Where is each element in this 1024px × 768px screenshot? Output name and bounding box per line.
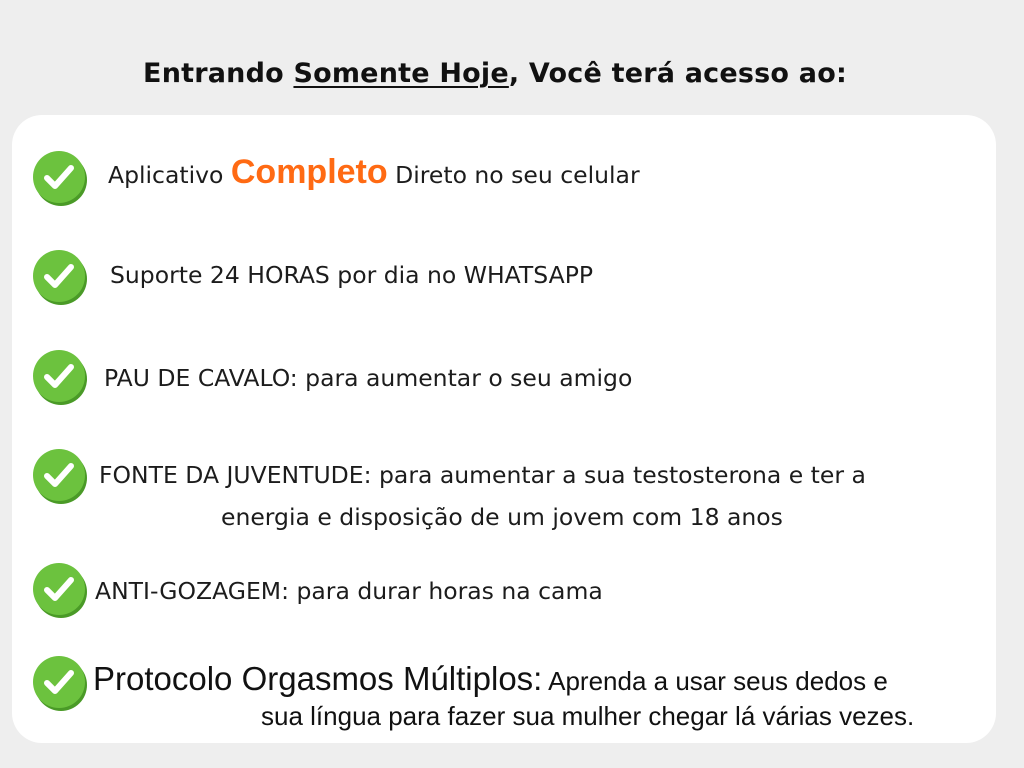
- check-icon: [33, 350, 85, 402]
- check-icon: [33, 656, 85, 708]
- headline-suffix: , Você terá acesso ao:: [508, 58, 847, 89]
- check-icon: [33, 449, 85, 501]
- benefit-app-highlight: Completo: [230, 153, 388, 191]
- benefit-fonte-line2: energia e disposição de um jovem com 18 anos: [221, 503, 783, 531]
- check-icon: [33, 250, 85, 302]
- benefit-app-suffix: Direto no seu celular: [387, 161, 640, 189]
- headline: [0, 58, 990, 89]
- benefit-protocolo-line2: sua língua para fazer sua mulher chegar lá várias vezes.: [261, 701, 915, 731]
- benefit-pau-de-cavalo: PAU DE CAVALO: para aumentar o seu amigo: [104, 364, 633, 392]
- benefit-support: Suporte 24 HORAS por dia no WHATSAPP: [110, 261, 594, 289]
- check-icon: [33, 151, 85, 203]
- headline-prefix: Entrando: [143, 58, 294, 89]
- benefit-anti-gozagem: ANTI-GOZAGEM: para durar horas na cama: [95, 577, 603, 605]
- benefit-fonte-line1: FONTE DA JUVENTUDE: para aumentar a sua testosterona e ter a: [99, 461, 866, 489]
- check-icon: [33, 563, 85, 615]
- benefit-app: [108, 153, 640, 192]
- headline-underlined: Somente Hoje: [293, 58, 509, 89]
- benefit-app-prefix: Aplicativo: [108, 161, 231, 189]
- benefit-protocolo-rest: Aprenda a usar seus dedos e: [542, 666, 888, 696]
- benefit-protocolo-line1: [93, 660, 888, 698]
- benefits-card: [12, 115, 996, 743]
- benefit-protocolo-title: Protocolo Orgasmos Múltiplos:: [93, 660, 543, 697]
